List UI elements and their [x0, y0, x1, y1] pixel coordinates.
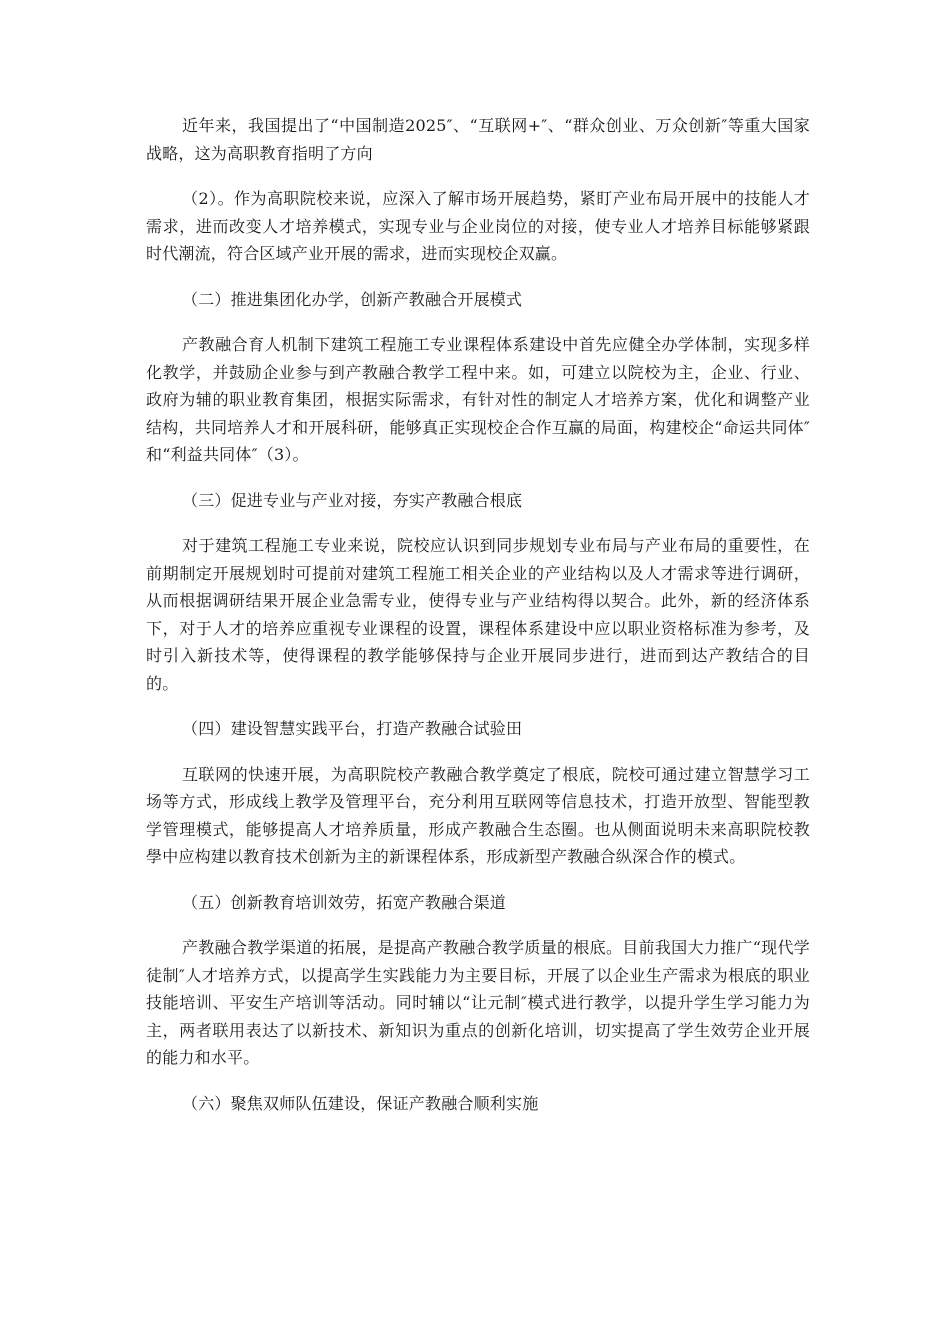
section-heading-2: （二）推进集团化办学，创新产教融合开展模式: [182, 289, 523, 309]
document-page: [146, 112, 810, 1135]
paragraph-section-4: 互联网的快速开展，为高职院校产教融合教学奠定了根底，院校可通过建立智慧学习工场等方式，形成线上教学及管理平台，充分利用互联网等信息技术，打造开放型、智能型教学管理模式，能够提高人才培养质量，形成产教融合生态圈。也从侧面说明未来高职院校教學中应构建以教育技术创新为主的新课程体系，形成新型产教融合纵深合作的模式。: [146, 764, 810, 866]
section-heading-4: （四）建设智慧实践平台，打造产教融合试验田: [182, 719, 523, 738]
paragraph-section-2: 产教融合育人机制下建筑工程施工专业课程体系建设中首先应健全办学体制，实现多样化教学，并鼓励企业参与到产教融合教学工程中来。如，可建立以院校为主，企业、行业、政府为辅的职业教育集团，根据实际需求，有针对性的制定人才培养方案，优化和调整产业结构，共同培养人才和开展科研，能够真正实现校企合作互赢的局面，构建校企“命运共同体″和“利益共同体″（3）。: [146, 335, 810, 464]
paragraph-intro: 近年来，我国提出了“中国制造2025″、“互联网+″、“群众创业、万众创新″等重大国家战略，这为高职教育指明了方向: [146, 116, 810, 163]
paragraph-section-5: 产教融合教学渠道的拓展，是提高产教融合教学质量的根底。目前我国大力推广“现代学徒制″人才培养方式，以提高学生实践能力为主要目标，开展了以企业生产需求为根底的职业技能培训、平安生产培训等活动。同时辅以“让元制″模式进行教学，以提升学生学习能力为主，两者联用表达了以新技术、新知识为重点的创新化培训，切实提高了学生效劳企业开展的能力和水平。: [146, 938, 810, 1067]
paragraph-section-3: 对于建筑工程施工专业来说，院校应认识到同步规划专业布局与产业布局的重要性，在前期制定开展规划时可提前对建筑工程施工相关企业的产业结构以及人才需求等进行调研，从而根据调研结果开展企业急需专业，使得专业与产业结构得以契合。此外，新的经济体系下，对于人才的培养应重视专业课程的设置，课程体系建设中应以职业资格标准为参考，及时引入新技术等，使得课程的教学能够保持与企业开展同步进行，进而到达产教结合的目的。: [146, 536, 810, 693]
section-heading-6: （六）聚焦双师队伍建设，保证产教融合顺利实施: [182, 1093, 539, 1113]
section-heading-5: （五）创新教育培训效劳，拓宽产教融合渠道: [182, 892, 507, 912]
section-heading-3: （三）促进专业与产业对接，夯实产教融合根底: [182, 490, 523, 510]
paragraph-continuation: （2）。作为高职院校来说，应深入了解市场开展趋势，紧盯产业布局开展中的技能人才需求，进而改变人才培养模式，实现专业与企业岗位的对接，使专业人才培养目标能够紧跟时代潮流，符合区域产业开展的需求，进而实现校企双赢。: [146, 189, 810, 263]
